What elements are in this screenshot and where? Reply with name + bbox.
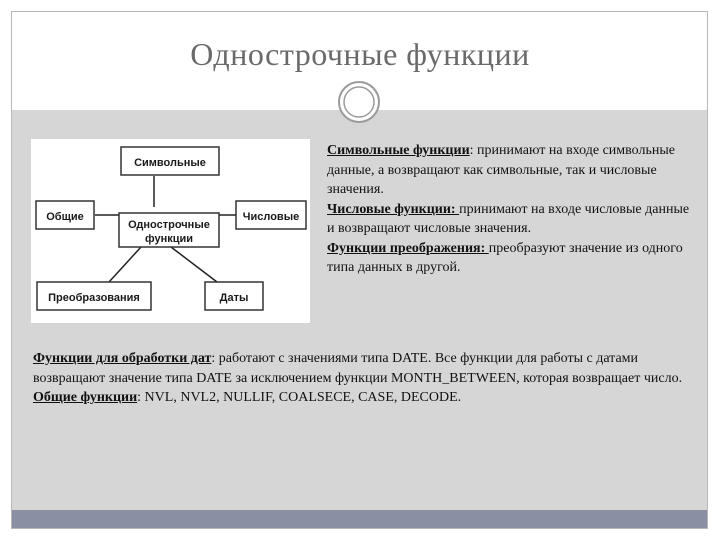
desc-numeric: принимают на входе числовые данные и возвращают числовые значения. [327,201,690,236]
box-general-label: Общие [46,211,84,223]
paragraph-symbolic [327,141,697,200]
term-general: Общие функции [33,390,138,405]
box-numeric-label: Числовые [242,211,300,223]
box-dates-label: Даты [219,292,249,304]
bottom-bar [12,510,707,528]
desc-dates: : работают с значениями типа DATE. Все функции для работы с датами возвращают значение типа DATE за исключением функции MONTH_BETWEEN, которая возвращает число. [33,351,683,386]
paragraph-general [33,388,693,408]
function-diagram [31,139,310,323]
paragraph-dates [33,349,693,388]
term-conversion: Функции преображения: [327,240,489,256]
paragraph-conversion [327,239,697,278]
desc-symbolic: : принимают на входе символьные данные, а возвращают как символьные, так и числовые значения. [327,143,675,197]
box-symbolic-label: Символьные [134,157,206,169]
bottom-text-block [33,349,693,408]
box-single-row-line2: функции [144,233,194,245]
term-symbolic: Символьные функции [327,143,470,158]
box-single-row-line1: Однострочные [128,219,210,231]
paragraph-numeric [327,200,697,239]
desc-general: : NVL, NVL2, NULLIF, COALSECE, CASE, DECODE. [137,390,462,405]
right-text-block [327,141,697,278]
box-conversion-label: Преобразования [48,292,140,304]
connector-bottom-right [171,247,217,282]
term-numeric: Числовые функции: [327,201,460,217]
slide-title: Однострочные функции [190,36,530,72]
connector-bottom-left [109,247,141,282]
desc-conversion: преобразуют значение из одного типа данных в другой. [327,240,683,275]
ring-ornament-icon [337,80,381,124]
term-dates: Функции для обработки дат [33,351,212,366]
